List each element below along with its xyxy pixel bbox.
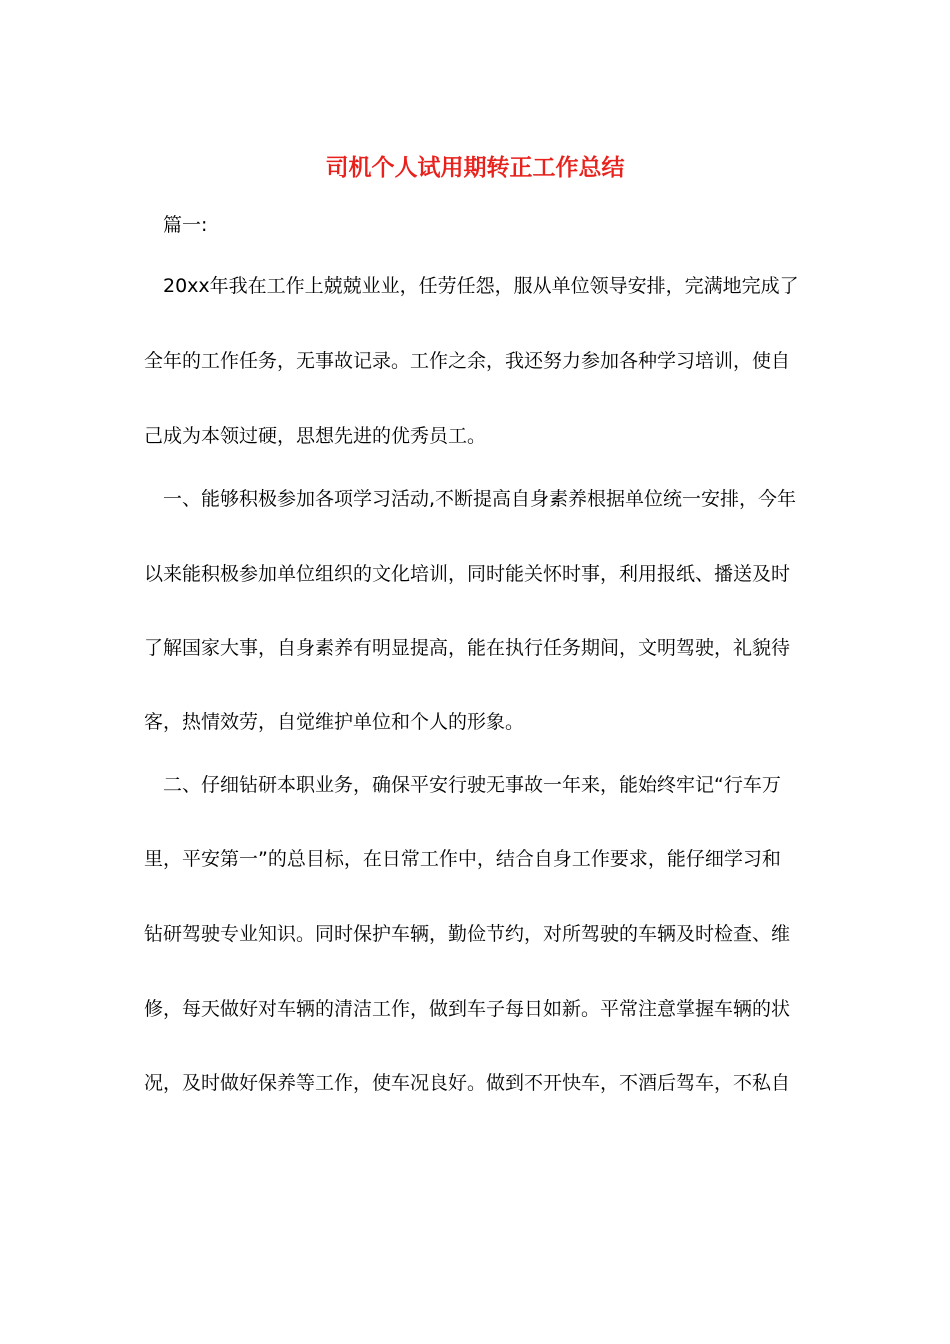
paragraph-line: 一、能够积极参加各项学习活动,不断提高自身素养根据单位统一安排，今年 (163, 488, 797, 510)
paragraph-line: 全年的工作任务，无事故记录。工作之余，我还努力参加各种学习培训，使自 (144, 350, 791, 372)
paragraph-line: 20xx年我在工作上兢兢业业，任劳任怨，服从单位领导安排，完满地完成了 (163, 275, 799, 297)
paragraph-line: 己成为本领过硬，思想先进的优秀员工。 (144, 425, 487, 447)
paragraph-line: 二、仔细钻研本职业务，确保平安行驶无事故一年来，能始终牢记“行车万 (163, 774, 781, 796)
paragraph-line: 以来能积极参加单位组织的文化培训，同时能关怀时事，利用报纸、播送及时 (144, 563, 791, 585)
paragraph-line: 里，平安第一”的总目标，在日常工作中，结合自身工作要求，能仔细学习和 (144, 848, 781, 870)
paragraph-line: 客，热情效劳，自觉维护单位和个人的形象。 (144, 711, 525, 733)
paragraph-line: 了解国家大事，自身素养有明显提高，能在执行任务期间，文明驾驶，礼貌待 (144, 637, 791, 659)
section-label: 篇一: (163, 214, 208, 236)
paragraph-line: 修，每天做好对车辆的清洁工作，做到车子每日如新。平常注意掌握车辆的状 (144, 998, 791, 1020)
document-title: 司机个人试用期转正工作总结 (325, 155, 625, 181)
paragraph-line: 况，及时做好保养等工作，使车况良好。做到不开快车，不酒后驾车，不私自 (144, 1072, 791, 1094)
paragraph-line: 钻研驾驶专业知识。同时保护车辆，勤俭节约，对所驾驶的车辆及时检查、维 (144, 923, 791, 945)
